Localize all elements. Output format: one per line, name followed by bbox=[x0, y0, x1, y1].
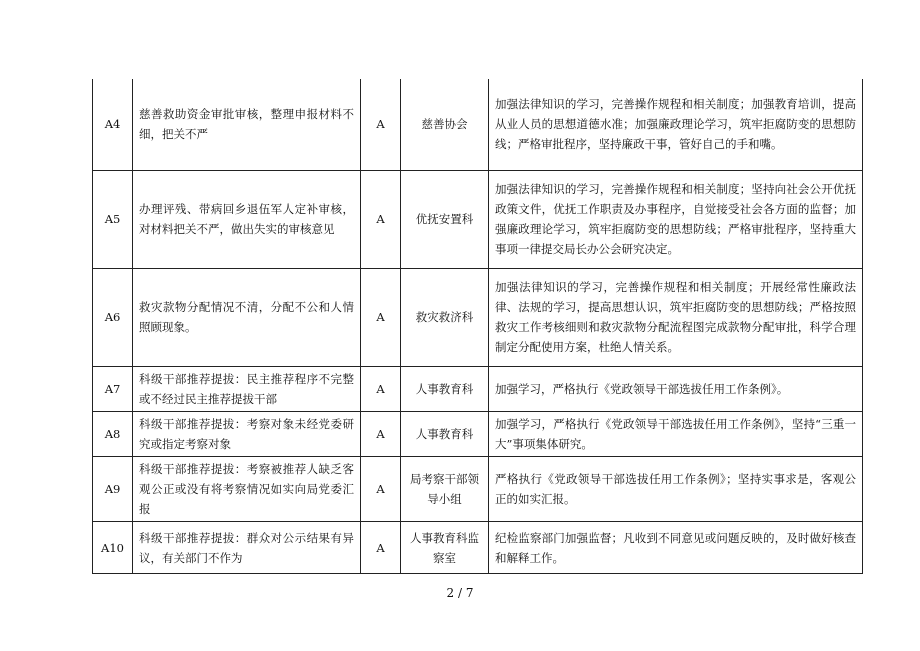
risk-level: A bbox=[361, 170, 401, 268]
responsible-dept: 救灾救济科 bbox=[401, 268, 489, 366]
responsible-dept: 人事教育科 bbox=[401, 411, 489, 456]
responsible-dept: 慈善协会 bbox=[401, 79, 489, 170]
risk-point: 科级干部推荐提拔：考察被推荐人缺乏客观公正或没有将考察情况如实向局党委汇报 bbox=[133, 457, 361, 522]
table-row bbox=[93, 268, 863, 366]
risk-point: 办理评残、带病回乡退伍军人定补审核，对材料把关不严，做出失实的审核意见 bbox=[133, 170, 361, 268]
table-row bbox=[93, 522, 863, 574]
risk-level: A bbox=[361, 366, 401, 411]
table-row bbox=[93, 411, 863, 456]
row-id: A9 bbox=[93, 457, 133, 522]
row-id: A4 bbox=[93, 79, 133, 170]
table-row bbox=[93, 366, 863, 411]
prevention-measures: 加强法律知识的学习，完善操作规程和相关制度；坚持向社会公开优抚政策文件，优抚工作职责及办事程序，自觉接受社会各方面的监督；加强廉政理论学习，筑牢拒腐防变的思想防线；严格审批程序，坚持重大事项一律提交局长办公会研究决定。 bbox=[489, 170, 863, 268]
prevention-measures: 加强学习，严格执行《党政领导干部选拔任用工作条例》，坚持“三重一大”事项集体研究。 bbox=[489, 411, 863, 456]
responsible-dept: 人事教育科 bbox=[401, 366, 489, 411]
row-id: A5 bbox=[93, 170, 133, 268]
risk-point: 科级干部推荐提拔：考察对象未经党委研究或指定考察对象 bbox=[133, 411, 361, 456]
prevention-measures: 加强法律知识的学习，完善操作规程和相关制度；开展经常性廉政法律、法规的学习，提高思想认识，筑牢拒腐防变的思想防线；严格按照救灾工作考核细则和救灾款物分配流程图完成款物分配审批，科学合理制定分配使用方案，杜绝人情关系。 bbox=[489, 268, 863, 366]
row-id: A7 bbox=[93, 366, 133, 411]
risk-point: 救灾款物分配情况不清，分配不公和人情照顾现象。 bbox=[133, 268, 361, 366]
responsible-dept: 局考察干部领导小组 bbox=[401, 457, 489, 522]
prevention-measures: 加强学习，严格执行《党政领导干部选拔任用工作条例》。 bbox=[489, 366, 863, 411]
risk-level: A bbox=[361, 522, 401, 574]
page-number: 2 / 7 bbox=[446, 586, 474, 600]
row-id: A10 bbox=[93, 522, 133, 574]
risk-control-table bbox=[92, 79, 863, 574]
risk-level: A bbox=[361, 411, 401, 456]
risk-level: A bbox=[361, 457, 401, 522]
responsible-dept: 人事教育科监察室 bbox=[401, 522, 489, 574]
prevention-measures: 纪检监察部门加强监督；凡收到不同意见或问题反映的，及时做好核查和解释工作。 bbox=[489, 522, 863, 574]
risk-level: A bbox=[361, 268, 401, 366]
prevention-measures: 严格执行《党政领导干部选拔任用工作条例》；坚持实事求是，客观公正的如实汇报。 bbox=[489, 457, 863, 522]
row-id: A6 bbox=[93, 268, 133, 366]
row-id: A8 bbox=[93, 411, 133, 456]
table-row bbox=[93, 457, 863, 522]
risk-point: 慈善救助资金审批审核，整理申报材料不细，把关不严 bbox=[133, 79, 361, 170]
risk-level: A bbox=[361, 79, 401, 170]
table-row bbox=[93, 79, 863, 170]
prevention-measures: 加强法律知识的学习，完善操作规程和相关制度；加强教育培训，提高从业人员的思想道德水准；加强廉政理论学习，筑牢拒腐防变的思想防线；严格审批程序，坚持廉政干事，管好自己的手和嘴。 bbox=[489, 79, 863, 170]
risk-point: 科级干部推荐提拔：群众对公示结果有异议，有关部门不作为 bbox=[133, 522, 361, 574]
table-row bbox=[93, 170, 863, 268]
responsible-dept: 优抚安置科 bbox=[401, 170, 489, 268]
risk-point: 科级干部推荐提拔：民主推荐程序不完整或不经过民主推荐提拔干部 bbox=[133, 366, 361, 411]
